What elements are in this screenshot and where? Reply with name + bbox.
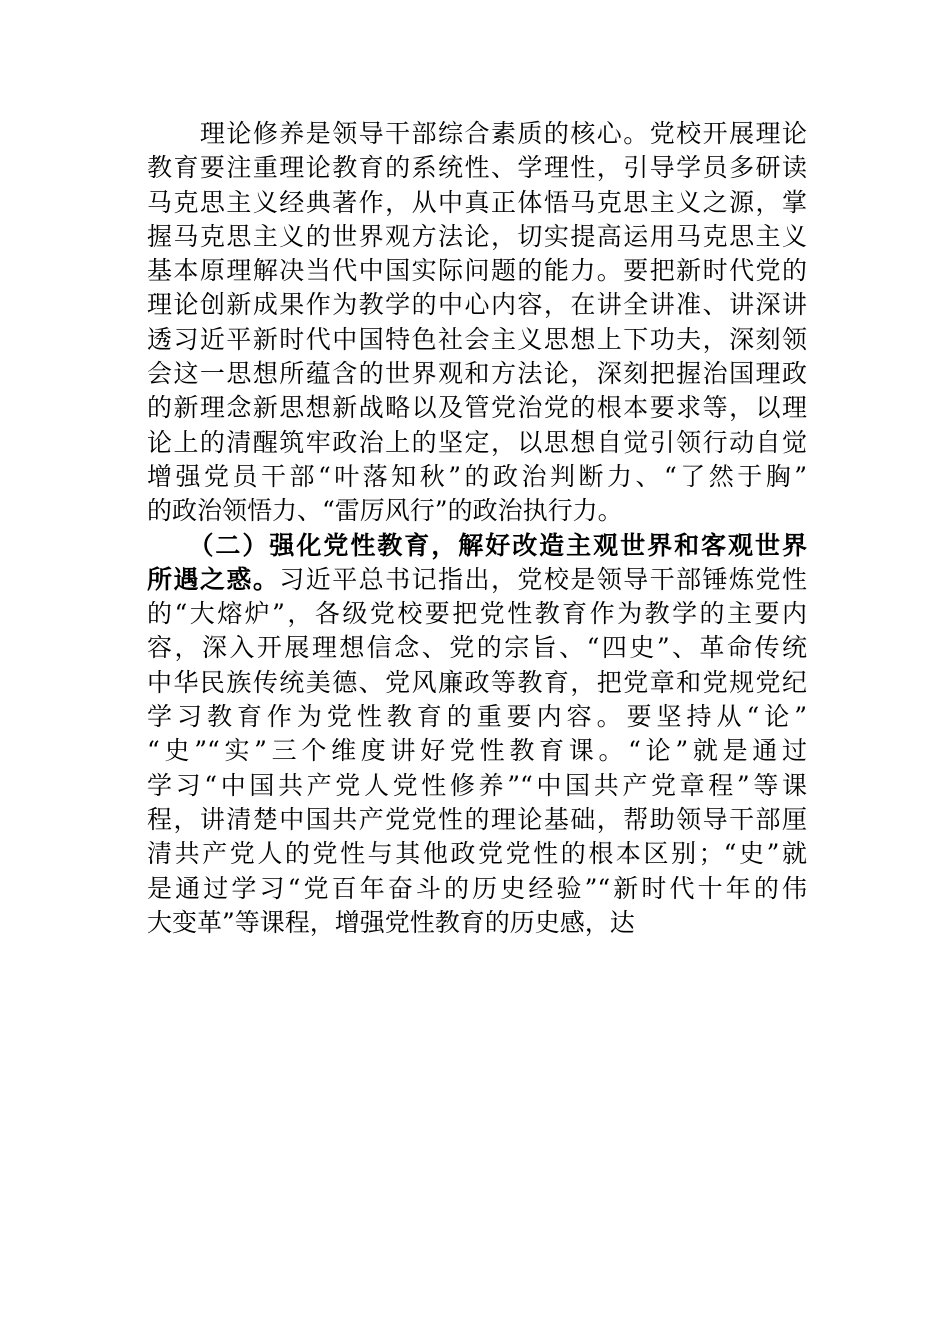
body-line: 握马克思主义的世界观方法论，切实提高运用马克思主义 [147, 221, 807, 251]
body-line: 学习“中国共产党人党性修养”“中国共产党章程”等课 [147, 770, 807, 800]
body-line: 论上的清醒筑牢政治上的坚定，以思想自觉引领行动自觉 [147, 427, 807, 457]
body-line: 理论创新成果作为教学的中心内容，在讲全讲准、讲深讲 [147, 290, 807, 320]
body-line: 教育要注重理论教育的系统性、学理性，引导学员多研读 [147, 153, 807, 183]
body-text [147, 117, 807, 940]
body-line: 清共产党人的党性与其他政党党性的根本区别；“史”就 [147, 839, 807, 869]
section-heading-tail: 所遇之惑。 [147, 564, 280, 594]
section-heading-line: （二）强化党性教育，解好改造主观世界和客观世界 [147, 530, 807, 560]
body-line: 学习教育作为党性教育的重要内容。要坚持从“论” [147, 702, 807, 732]
body-line: 透习近平新时代中国特色社会主义思想上下功夫，深刻领 [147, 324, 807, 354]
body-line: 会这一思想所蕴含的世界观和方法论，深刻把握治国理政 [147, 359, 807, 389]
paragraph-party-spirit-education [147, 529, 807, 941]
body-line: 中华民族传统美德、党风廉政等教育，把党章和党规党纪 [147, 667, 807, 697]
body-line: 的“大熔炉”，各级党校要把党性教育作为教学的主要内 [147, 599, 807, 629]
body-line: 增强党员干部“叶落知秋”的政治判断力、“了然于胸” [147, 461, 807, 491]
body-line: 的政治领悟力、“雷厉风行”的政治执行力。 [147, 496, 623, 526]
body-line: 是通过学习“党百年奋斗的历史经验”“新时代十年的伟 [147, 873, 807, 903]
body-line: 基本原理解决当代中国实际问题的能力。要把新时代党的 [147, 256, 807, 286]
paragraph-theory-cultivation [147, 117, 807, 529]
section-heading-continuation-line [147, 563, 807, 597]
body-line: 大变革”等课程，增强党性教育的历史感，达 [147, 907, 635, 937]
body-line-text: 习近平总书记指出，党校是领导干部锤炼党性 [279, 564, 807, 594]
body-line: 马克思主义经典著作，从中真正体悟马克思主义之源，掌 [147, 187, 807, 217]
body-line: 程，讲清楚中国共产党党性的理论基础，帮助领导干部厘 [147, 804, 807, 834]
body-line: “史”“实”三个维度讲好党性教育课。“论”就是通过 [147, 736, 807, 766]
paragraph-party-spirit-lines [147, 597, 807, 940]
body-line: 的新理念新思想新战略以及管党治党的根本要求等，以理 [147, 393, 807, 423]
body-line: 理论修养是领导干部综合素质的核心。党校开展理论 [147, 119, 807, 148]
body-line: 容，深入开展理想信念、党的宗旨、“四史”、革命传统 [147, 633, 807, 663]
